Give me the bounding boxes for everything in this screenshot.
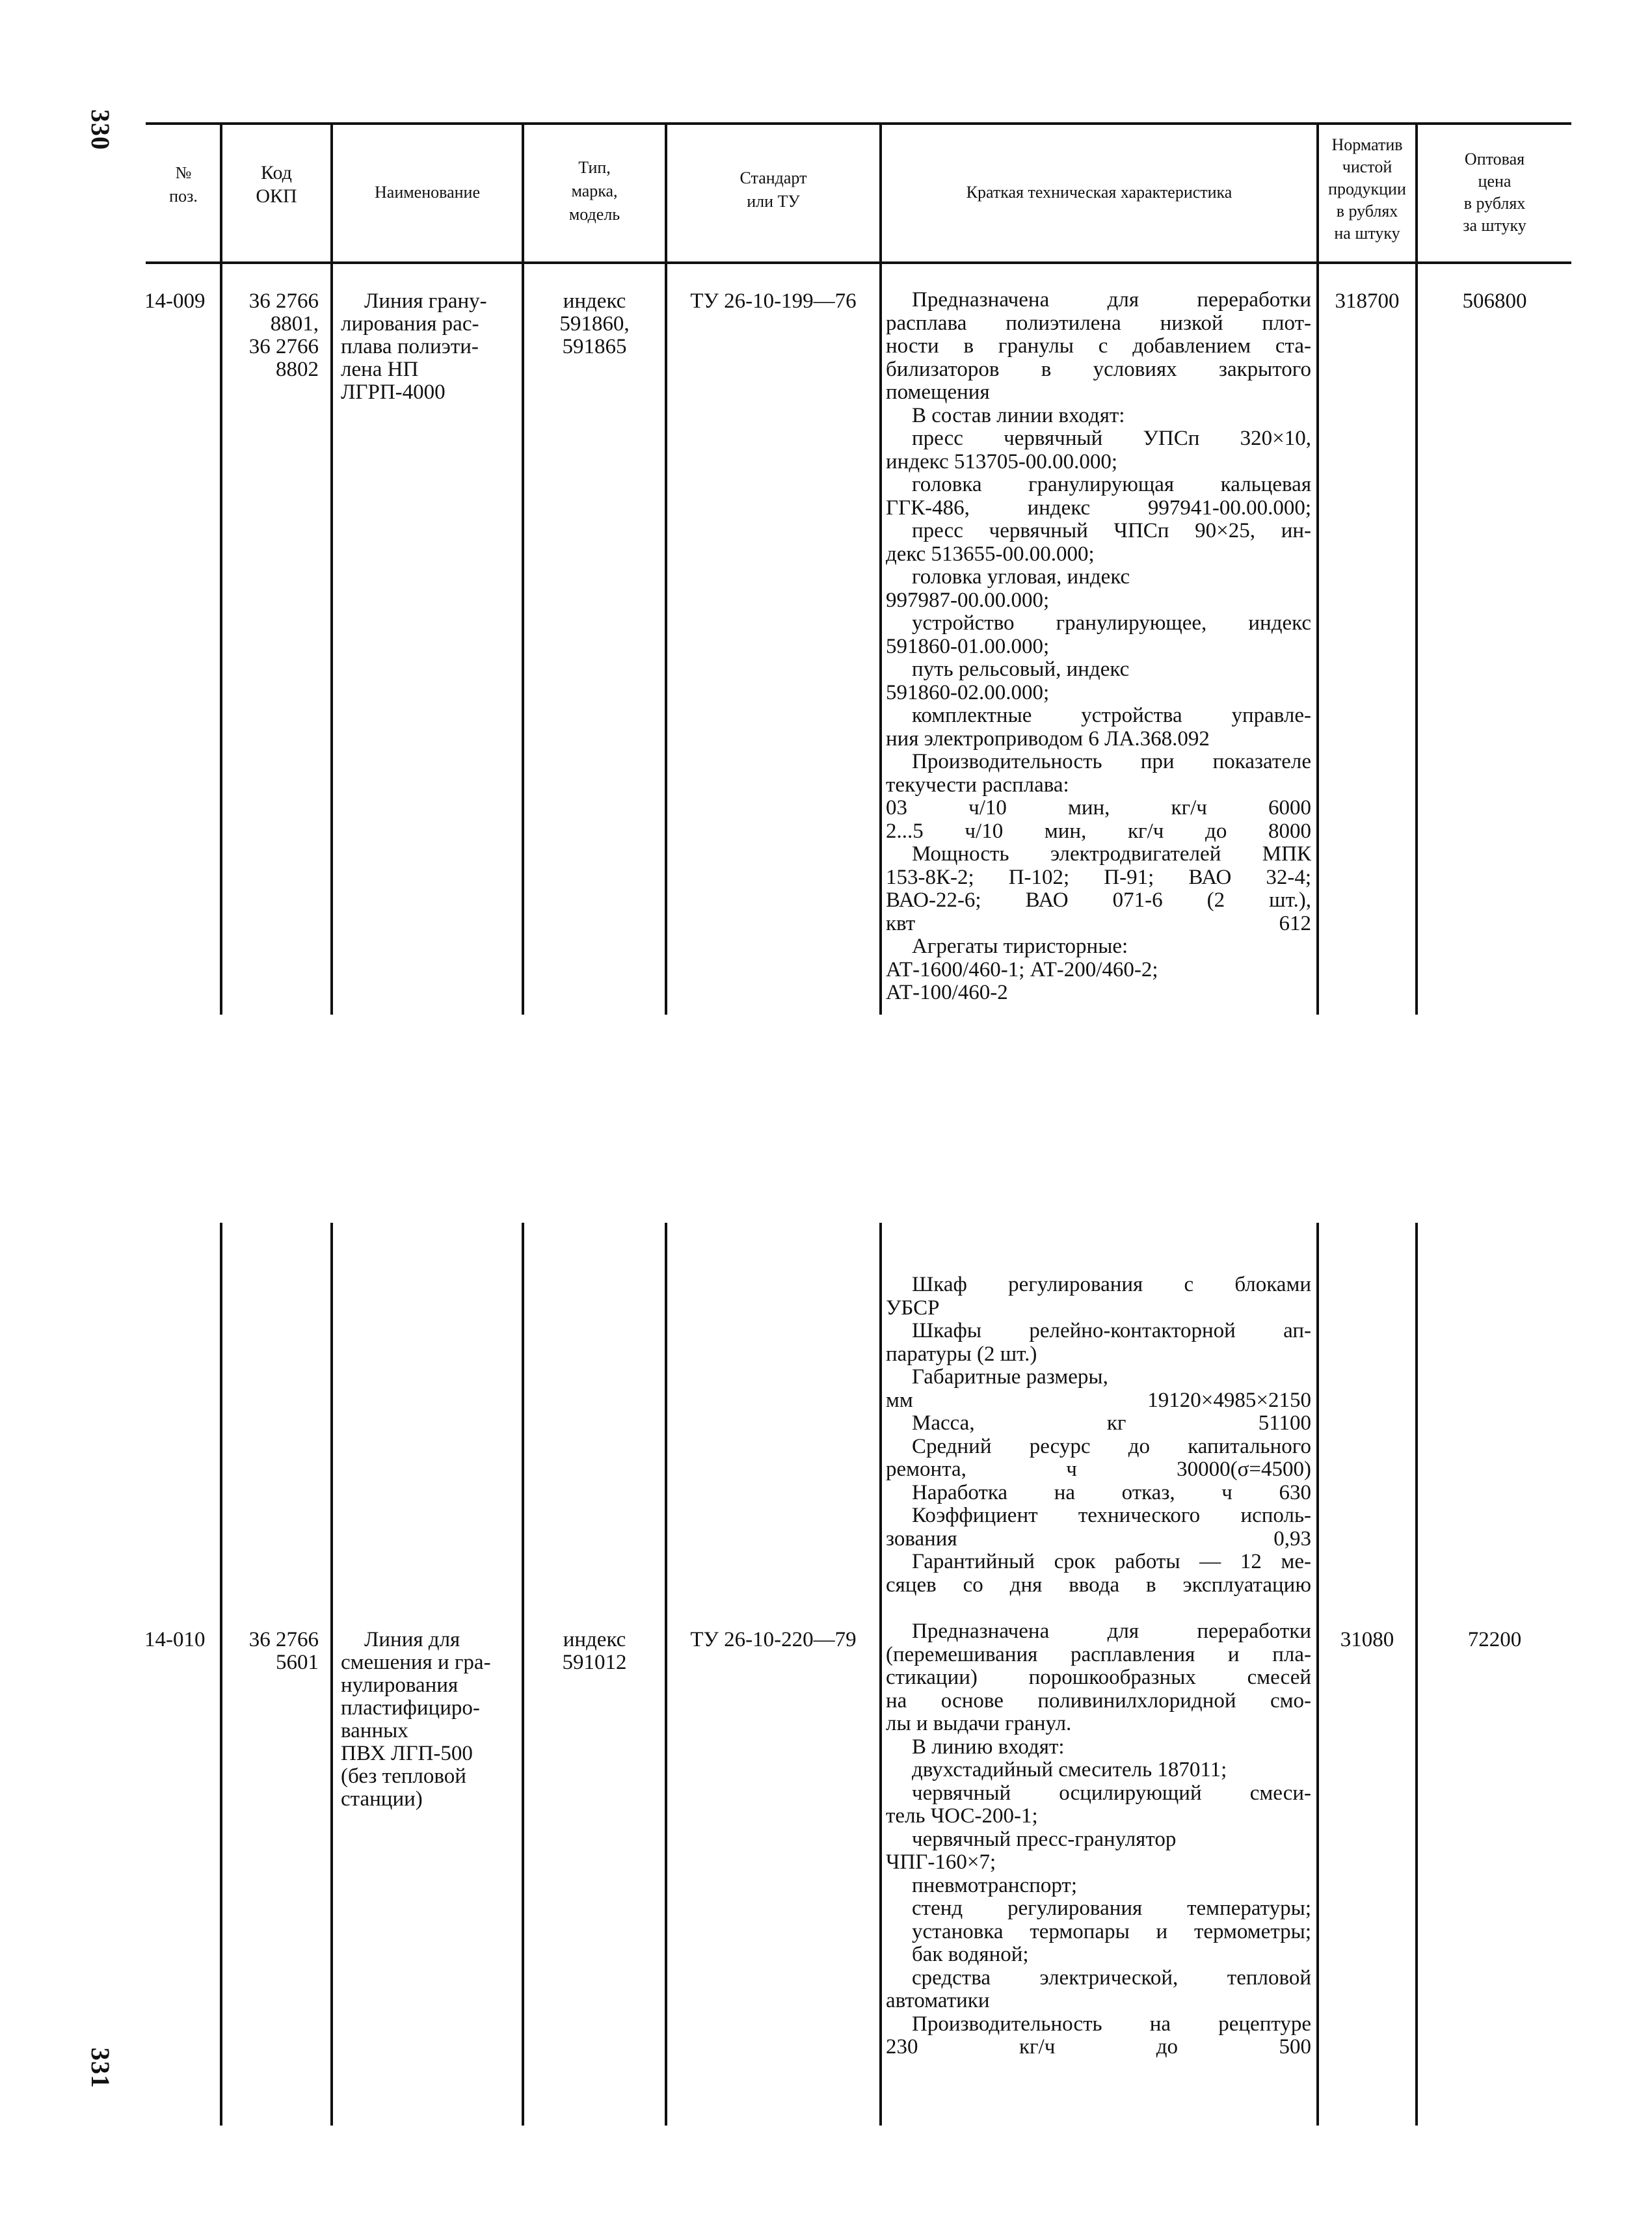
row1-type-line: 591865 (562, 335, 627, 358)
row2-type (524, 1629, 665, 1674)
char-line: головка гранулирующая кальцевая (912, 473, 1311, 496)
row1-type (524, 290, 665, 358)
header-price-line: в рублях (1463, 194, 1526, 213)
header-type-line: марка, (571, 181, 618, 200)
char-line: индекс 513705-00.00.000; (886, 450, 1118, 473)
header-okp-line: ОКП (256, 185, 297, 207)
char-line: УБСР (886, 1296, 940, 1320)
char-line: пресс червячный ЧПСп 90×25, ин- (912, 520, 1311, 542)
header-price (1418, 148, 1571, 237)
char-line: Масса, кг 51100 (912, 1412, 1311, 1435)
col-divider (330, 122, 333, 1015)
header-standard-line: или ТУ (747, 192, 800, 211)
char-line: зования 0,93 (886, 1527, 1311, 1551)
char-line: 591860-01.00.000; (886, 635, 1050, 658)
char-line: 591860-02.00.000; (886, 681, 1050, 704)
row1-name-line: лена НП (341, 358, 419, 381)
char-line: ремонта, ч 30000(σ=4500) (886, 1458, 1311, 1481)
row2-name-line: ванных (341, 1719, 408, 1742)
row1-price: 506800 (1462, 289, 1527, 313)
row2-name-line: Линия для (364, 1628, 460, 1651)
char-line: помещения (886, 381, 990, 404)
header-standard-line: Стандарт (739, 168, 807, 187)
header-norm-line: на штуку (1334, 224, 1400, 243)
row1-okp-line: 8801, (270, 312, 319, 336)
col-divider (1316, 1223, 1319, 2126)
char-line: Производительность при показателе (912, 751, 1311, 773)
row1-okp-line: 8802 (276, 358, 319, 381)
char-line: на основе поливинилхлоридной смо- (886, 1689, 1311, 1713)
header-norm-line: Норматив (1331, 135, 1403, 154)
row2-standard: ТУ 26-10-220—79 (690, 1628, 857, 1651)
char-line: лы и выдачи гранул. (886, 1713, 1072, 1735)
row1-type-line: 591860, (559, 312, 630, 336)
char-line: двухстадийный смеситель 187011; (912, 1759, 1227, 1781)
char-line: 997987-00.00.000; (886, 589, 1050, 612)
char-line: тель ЧОС-200-1; (886, 1805, 1038, 1828)
header-type-line: Тип, (578, 158, 611, 177)
table-header-rule (146, 261, 1571, 264)
char-line: ния электроприводом 6 ЛА.368.092 (886, 727, 1210, 751)
row2-pos: 14-010 (144, 1628, 206, 1651)
col-divider (220, 122, 222, 1015)
char-line: В линию входят: (912, 1735, 1065, 1759)
row1-type-line: индекс (563, 289, 626, 313)
char-line: Мощность электродвигателей МПК (912, 843, 1311, 866)
col-divider (1415, 122, 1418, 1015)
row1-standard: ТУ 26-10-199—76 (690, 289, 857, 313)
header-norm-line: чистой (1342, 157, 1392, 176)
col-divider (879, 122, 882, 1015)
char-line: Предназначена для переработки (912, 289, 1311, 312)
row2-price: 72200 (1467, 1628, 1522, 1651)
char-line: средства электрической, тепловой (912, 1966, 1311, 1990)
top-page-number: 330 (86, 109, 115, 150)
row1-name-line: ЛГРП-4000 (341, 380, 446, 404)
header-type-line: модель (568, 205, 620, 224)
row2-okp (222, 1629, 319, 1674)
char-line: ВАО-22-6; ВАО 071-6 (2 шт.), (886, 889, 1311, 912)
header-price-line: Оптовая (1464, 150, 1525, 168)
header-norm (1319, 134, 1415, 245)
col-divider (522, 1223, 524, 2126)
char-line: 2...5 ч/10 мин, кг/ч до 8000 (886, 820, 1311, 843)
char-line: червячный осцилирующий смеси- (912, 1781, 1311, 1805)
char-line: билизаторов в условиях закрытого (886, 358, 1311, 381)
row1-norm: 318700 (1335, 289, 1400, 313)
row1-okp-line: 36 2766 (248, 289, 319, 313)
header-standard (667, 167, 879, 213)
row2-type-line: 591012 (562, 1651, 627, 1674)
char-line: ЧПГ-160×7; (886, 1851, 996, 1874)
char-line: В состав линии входят: (912, 404, 1125, 427)
char-line: Производительность на рецептуре (912, 2012, 1311, 2036)
char-line: головка угловая, индекс (912, 566, 1130, 589)
header-char: Краткая техническая характеристика (966, 183, 1232, 202)
row2-name-line: (без тепловой (341, 1765, 466, 1788)
char-line: текучести расплава: (886, 773, 1069, 797)
char-line: стикации) порошкообразных смесей (886, 1666, 1311, 1689)
char-line: комплектные устройства управле- (912, 704, 1311, 727)
char-line: 03 ч/10 мин, кг/ч 6000 (886, 797, 1311, 820)
header-name: Наименование (375, 183, 480, 202)
char-line: путь рельсовый, индекс (912, 658, 1130, 681)
char-line: бак водяной; (912, 1943, 1029, 1966)
char-line: декс 513655-00.00.000; (886, 542, 1095, 566)
char-line: Предназначена для переработки (912, 1620, 1311, 1643)
col-divider (1316, 122, 1319, 1015)
header-okp (222, 161, 330, 208)
row2-okp-line: 5601 (276, 1651, 319, 1674)
char-line: пневмотранспорт; (912, 1874, 1078, 1897)
row-separator-space (886, 1597, 1311, 1620)
char-line: АТ-100/460-2 (886, 981, 1008, 1004)
char-line: квт 612 (886, 912, 1311, 935)
char-line: автоматики (886, 1990, 990, 2012)
row2-name (341, 1629, 522, 1811)
row1-name-line: лирования рас- (341, 312, 479, 336)
col-divider (879, 1223, 882, 2126)
header-norm-line: продукции (1328, 180, 1406, 198)
header-norm-line: в рублях (1336, 202, 1398, 220)
char-line: устройство гранулирующее, индекс (912, 612, 1311, 635)
char-line: АТ-1600/460-1; АТ-200/460-2; (886, 958, 1158, 981)
header-price-line: цена (1478, 172, 1512, 191)
header-pos (147, 161, 220, 208)
char-line: сяцев со дня ввода в эксплуатацию (886, 1573, 1311, 1597)
header-price-line: за штуку (1463, 216, 1526, 235)
col-divider (665, 1223, 667, 2126)
header-pos-line: № (175, 163, 192, 182)
header-pos-line: поз. (169, 187, 198, 206)
col-divider (522, 122, 524, 1015)
char-line: червячный пресс-гранулятор (912, 1828, 1177, 1851)
row1-pos: 14-009 (144, 289, 206, 313)
bottom-page-number: 331 (86, 2047, 115, 2088)
row1-characteristics (886, 289, 1311, 1005)
row2-name-line: смешения и гра- (341, 1651, 491, 1674)
row1-okp (222, 290, 319, 381)
row1-okp-line: 36 2766 (248, 335, 319, 358)
row1-characteristics-continued (886, 1274, 1311, 2059)
char-line: Средний ресурс до капитального (912, 1435, 1311, 1458)
char-line: расплава полиэтилена низкой плот- (886, 312, 1311, 335)
char-line: Агрегаты тиристорные: (912, 935, 1128, 958)
row1-name-line: плава полиэти- (341, 335, 479, 358)
row1-name (341, 290, 522, 404)
row2-name-line: пластифициро- (341, 1696, 480, 1720)
char-line: Габаритные размеры, (912, 1366, 1108, 1389)
row2-name-line: ПВХ ЛГП-500 (341, 1742, 473, 1765)
row2-name-line: станции) (341, 1787, 423, 1811)
row2-okp-line: 36 2766 (248, 1628, 319, 1651)
char-line: Коэффициент технического исполь- (912, 1504, 1311, 1527)
col-divider (330, 1223, 333, 2126)
col-divider (220, 1223, 222, 2126)
col-divider (665, 122, 667, 1015)
char-line: стенд регулирования температуры; (912, 1897, 1311, 1920)
row2-type-line: индекс (563, 1628, 626, 1651)
char-line: пресс червячный УПСп 320×10, (912, 427, 1311, 450)
header-type (524, 156, 665, 226)
char-line: (перемешивания расплавления и пла- (886, 1643, 1311, 1666)
row2-norm: 31080 (1340, 1628, 1394, 1651)
char-line: Гарантийный срок работы — 12 ме- (912, 1551, 1311, 1573)
row2-name-line: нулирования (341, 1674, 459, 1697)
char-line: ности в гранулы с добавлением ста- (886, 335, 1311, 358)
col-divider (1415, 1223, 1418, 2126)
char-line: установка термопары и термометры; (912, 1920, 1311, 1943)
char-line: мм 19120×4985×2150 (886, 1389, 1311, 1412)
char-line: паратуры (2 шт.) (886, 1342, 1037, 1366)
row1-name-line: Линия грану- (364, 289, 487, 313)
table-top-rule (146, 122, 1571, 125)
char-line: ГГК-486, индекс 997941-00.00.000; (886, 496, 1311, 520)
char-line: Шкафы релейно-контакторной ап- (912, 1320, 1311, 1342)
header-okp-line: Код (261, 162, 292, 183)
char-line: Шкаф регулирования с блоками (912, 1274, 1311, 1296)
char-line: 230 кг/ч до 500 (886, 2036, 1311, 2059)
char-line: Наработка на отказ, ч 630 (912, 1481, 1311, 1504)
char-line: 153-8К-2; П-102; П-91; ВАО 32-4; (886, 866, 1311, 889)
